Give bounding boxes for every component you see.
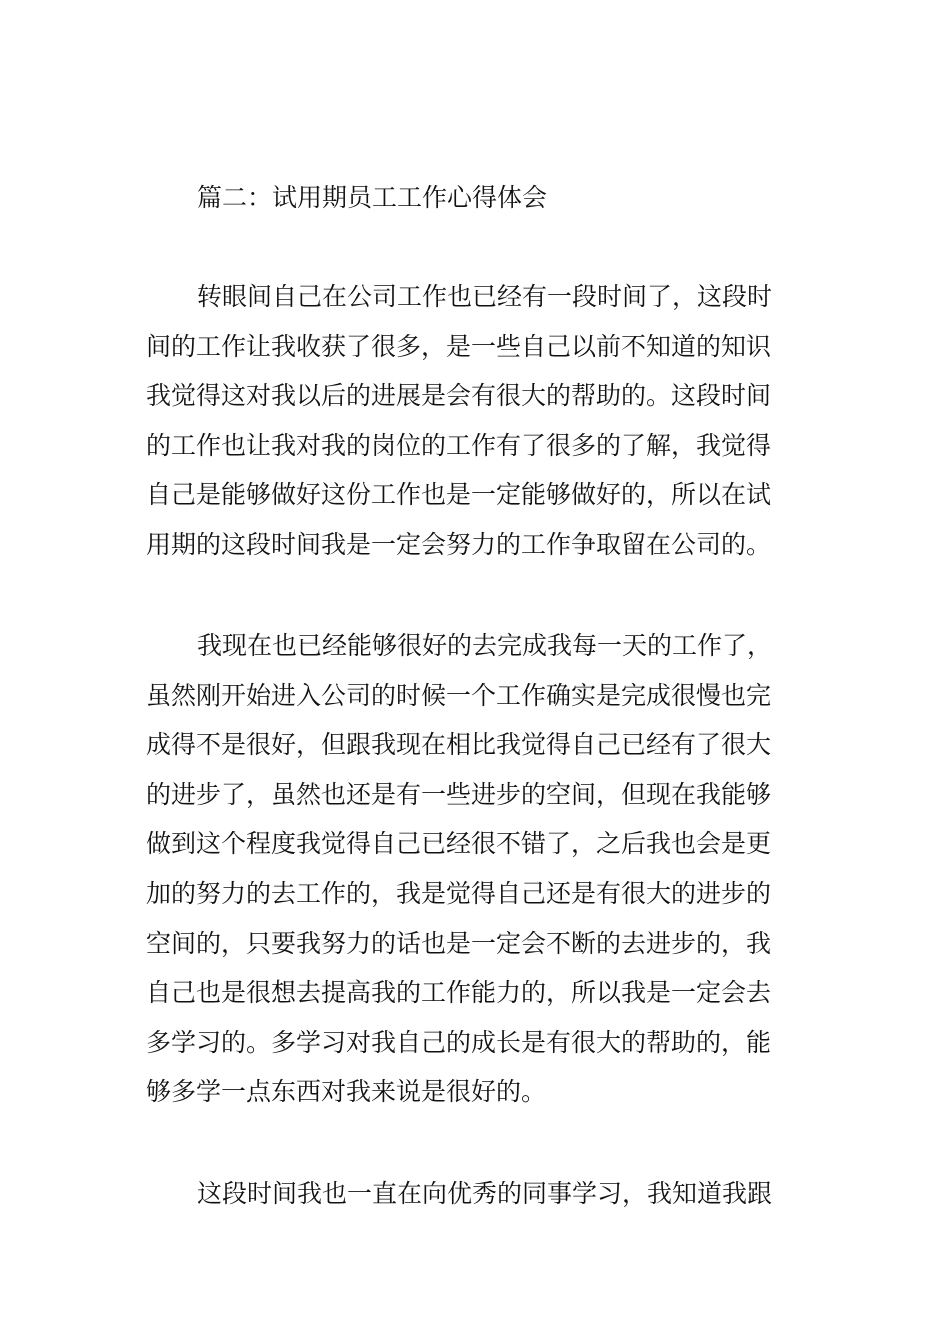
paragraph-line: 间的工作让我收获了很多，是一些自己以前不知道的知识 bbox=[146, 331, 772, 361]
paragraph-line: 的进步了，虽然也还是有一些进步的空间，但现在我能够 bbox=[146, 779, 772, 809]
paragraph-line: 自己是能够做好这份工作也是一定能够做好的，所以在试 bbox=[146, 480, 772, 510]
paragraph-line: 我现在也已经能够很好的去完成我每一天的工作了， bbox=[197, 631, 773, 660]
paragraph-line: 空间的，只要我努力的话也是一定会不断的去进步的，我 bbox=[146, 928, 772, 958]
paragraph-line: 成得不是很好，但跟我现在相比我觉得自己已经有了很大 bbox=[146, 730, 772, 760]
paragraph-line: 这段时间我也一直在向优秀的同事学习，我知道我跟 bbox=[197, 1179, 773, 1208]
paragraph-line: 转眼间自己在公司工作也已经有一段时间了，这段时 bbox=[197, 282, 773, 311]
paragraph-line: 多学习的。多学习对我自己的成长是有很大的帮助的，能 bbox=[146, 1027, 772, 1057]
document-title: 篇二：试用期员工工作心得体会 bbox=[197, 183, 548, 212]
paragraph-line: 做到这个程度我觉得自己已经很不错了，之后我也会是更 bbox=[146, 829, 772, 859]
paragraph-3 bbox=[146, 1169, 806, 1219]
paragraph-2 bbox=[146, 621, 806, 1117]
paragraph-line: 用期的这段时间我是一定会努力的工作争取留在公司的。 bbox=[146, 529, 772, 559]
paragraph-line: 够多学一点东西对我来说是很好的。 bbox=[146, 1077, 547, 1107]
paragraph-line: 的工作也让我对我的岗位的工作有了很多的了解，我觉得 bbox=[146, 430, 772, 460]
paragraph-1 bbox=[146, 272, 806, 570]
paragraph-line: 虽然刚开始进入公司的时候一个工作确实是完成很慢也完 bbox=[146, 680, 772, 710]
paragraph-line: 我觉得这对我以后的进展是会有很大的帮助的。这段时间 bbox=[146, 381, 772, 411]
paragraph-line: 自己也是很想去提高我的工作能力的，所以我是一定会去 bbox=[146, 978, 772, 1008]
paragraph-line: 加的努力的去工作的，我是觉得自己还是有很大的进步的 bbox=[146, 878, 772, 908]
